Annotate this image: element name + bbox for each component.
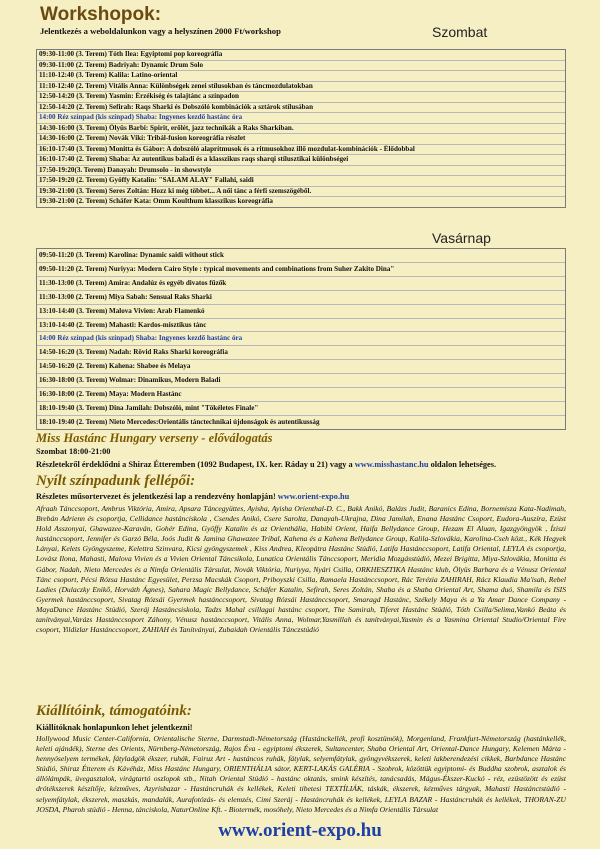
contest-title: Miss Hastánc Hungary verseny - előválogatás [36,431,273,445]
schedule-row: 14:50-16:20 (3. Terem) Nadah: Rövid Raks Sharki koreográfia [37,346,565,360]
saturday-label: Szombat [432,24,488,40]
workshops-subtitle: Jelentkezés a weboldalunkon vagy a helyszínen 2000 Ft/workshop [40,26,281,36]
schedule-row: 09:30-11:00 (3. Terem) Tóth Ilea: Egyiptomi pop koreográfia [37,50,565,61]
saturday-schedule-table [36,49,566,208]
open-stage-intro-text: Részletes műsortervezet és jelentkezési lap a rendezvény honlapján! [36,492,278,501]
schedule-row: 19:30-21:00 (2. Terem) Schäfer Kata: Omm Koulthum klasszikus koreográfia [39,197,273,205]
schedule-row: 17:50-19:20(3. Terem) Danayah: Drumsolo - in showstyle [37,166,565,177]
schedule-row: 14:00 Réz színpad (kis színpad) Shaba: Ingyenes kezdő hastánc óra [37,332,565,346]
schedule-row: 11:10-12:40 (2. Terem) Vitális Anna: Különbségek zenei stílusokban és táncmozdulatokban [37,82,565,93]
footer-url[interactable]: www.orient-expo.hu [218,820,382,841]
orient-expo-link[interactable]: www.orient-expo.hu [277,492,350,501]
schedule-row: 09:30-11:00 (2. Terem) Badriyah: Dynamic Drum Solo [37,61,565,72]
schedule-row: 18:10-19:40 (2. Terem) Nieto Mercedes:Orientális tánctechnikai újdonságok és autentikusság [39,417,320,426]
schedule-row: 12:50-14:20 (2. Terem) Sefirah: Raqs Sharki és Dobszóló kombinációk a sztárok stílusában [37,103,565,114]
schedule-row: 14:30-16:00 (3. Terem) Ölyüs Barbi: Spirit, erőlét, jazz technikák a Raks Sharkiban. [37,124,565,135]
schedule-row: 11:30-13:00 (2. Terem) Miya Sabah: Sensual Raks Sharki [37,291,565,305]
schedule-row: 12:50-14:20 (3. Terem) Yasmin: Érzékiség és talajtánc a színpadon [37,92,565,103]
schedule-row: 09:50-11:20 (2. Terem) Nuriyya: Modern Cairo Style : typical movements and combinations from Suher Zakito Dina" [37,263,565,277]
open-stage-title: Nyílt színpadunk fellépői: [36,473,196,489]
schedule-row: 13:10-14:40 (2. Terem) Mahasti: Kardos-misztikus tánc [37,319,565,333]
schedule-row: 16:30-18:00 (3. Terem) Wolmar: Dinamikus, Modern Baladi [37,374,565,388]
sunday-schedule-table [36,248,566,430]
contest-info-text: Részletekről érdeklődni a Shiraz Étteremben (1092 Budapest, IX. ker. Ráday u 21) vagy a [36,460,355,469]
open-stage-intro [36,492,566,501]
schedule-row: 16:10-17:40 (3. Terem) Monitta és Gábor: A dobszóló alaprítmusok és a ritmusokhoz illő mozdulat-kombinációk - Élődobbal [37,145,565,156]
schedule-row: 16:10-17:40 (2. Terem) Shaba: Az autentikus baladi és a klasszikus raqs sharqi stílusztikai különbségei [37,155,565,166]
schedule-row: 14:00 Réz színpad (kis színpad) Shaba: Ingyenes kezdő hastánc óra [37,113,565,124]
schedule-row: 09:50-11:20 (3. Terem) Karolina: Dynamic saidi without stick [37,249,565,263]
exhibitors-intro: Kiállítóknak honlapunkon lehet jelentkezni! [36,723,193,732]
schedule-row: 18:10-19:40 (3. Terem) Dina Jamilah: Dobszóló, mint "Tökéletes Finale" [37,402,565,416]
schedule-row: 14:30-16:00 (2. Terem) Novák Vikí: Tribál-fusion koreográfia részlet [37,134,565,145]
workshops-title: Workshopok: [40,4,162,25]
misshastanc-link[interactable]: www.misshastanc.hu [354,460,429,469]
exhibitors-list: Hollywood Music Center-California, Orientalische Sterne, Darmstadt-Németország (Hastánckellék, profi kosztümök), Morgenland, Frankfurt-Németország (hastánkellék, keleti ajándék), Sterne des Orients, Nürnberg-Németország, Rajos Éva - egyiptomi ékszerek, Sultancenter, Shaba Oriental Art, Oriental-Dance Hungary, Kelemen Márta - hennyóselyem termékek, fátyladgök ékszer, ruhák, Fairuz Art - hastáncos ruhák, fátylak, selyemfátylak, gyöngyvékszerek, keleti lakberendezési cikkek, Barbdance Hastánc Stúdió, Shiraz Étterem és Kávéház, Miss Hastánc Hungary, ORIENTHÁLIA sátor, KERT-LAKÁS GALÉRIA - Szobrok, közöttük egyiptomi- és Buddha szobrok, asztalok és állólámpák, üvegasztalok, virágtartó oszlopok stb., Nitah Oriental Stúdió - hastánc oktatás, smink készítés, tanácsadás, Mágus-Ékszer-Kuckó - réz, ezüstözött és ezüst drótékszerek készítője, kézműves, Azyrisbazar - Hastáncruhák és kellékek, Keleti tibetesi TEXTÍLIÁK, táskák, ékszerek, kézműves tárgyak, Mahasti Hastánctstúdió - selyemfátylak, ékszerek, maszkás, mandalák, Aurafotózás- és elemzés, Cimi Szeráj - Hastáncruhák és kellékek, LEYLA BAZAR - Hastáncruhák és kellékek, THORAN-ZU JOSDA, Pharoh stúdió - Henna, tánciskola, NaturOnline Kft. - Biotermék, mosóhely, Nieto Mercedes és a Nimfa Orientális Társulat [36,734,566,814]
schedule-row: 17:50-19:20 (2. Terem) Gyöffy Katalin: "SALAM ALAY" Fallahi, saidi [37,176,565,187]
schedule-row: 11:30-13:00 (3. Terem) Amira: Andalúz és egyéb divatos fűzők [37,277,565,291]
exhibitors-title: Kiállítóink, támogatóink: [36,703,192,719]
contest-info-suffix: oldalon lehetséges. [428,460,497,469]
sunday-label: Vasárnap [432,230,491,246]
schedule-row: 13:10-14:40 (3. Terem) Malova Vivien: Arab Flamenkó [37,305,565,319]
schedule-row: 14:50-16:20 (2. Terem) Kahena: Shabee és Melaya [37,360,565,374]
performers-list: Afraah Tánccsoport, Ambrus Viktória, Amira, Apsara Táncegyüttes, Ayisha, Ayisha Orienthal-D. C., Bakk Anikó, Balázs Judit, Baranics Edina, Bornemisza Kata-Nadimah, Brebán Adrienn és csoportja, Cellidance hastánciskola , Csendes Anikó, Csere Sarolta, Danayah-Ukrajna, Dina Jamilah, Enana Hastánc Csoport, Eudora-Auszíra, Ezüst Hold Asszonyai, Ghawazee-Karaván, Gohér Edina, Gyöffy Katalin és az Orienthália, Habibi Orient, Haifa Bellydance Group, Hezam El Aluan, Igazgyöngyök , Íziszi hastánccsoport, Jennifer és Garzó Béla, Joós Judit & Jamina Ghawazee Tribal, Kahena és a Kahena Bellydance Group, Kalila-Szlovákia, Karolina-Cseh közt., Kék Hegyek Lányai, Kelets Gyöngyszeme, Kelettra Szinvara, Kicsi gyöngyszemek , Kiss Andrea, Kleopátra Hastánc Stúdió, Latifa Hastánccsoport, Latifa Oriental, LEYLA és csoportja, Lovász Ilona, Mahasti, Malova Vivien és a Vivien Oriental Táncsikola, Lunatica Orientális Tánccsoport, Meridia Mozgásstúdió, Mezei Brigitta, Miya-Szlovákia, Monitta és Gábor, Nadah, Nieto Mercedes és a Nimfa Orientális Társulat, Novák Viktória, Nuriyya, Nyári Csilla, ORKHESZTIKA Hastánc klub, Ölyüs Barbara és a Vénusz Oriental Tánc csoport, Pécsi Rózsa Hastánc Egyesület, Perzsa Macskák Csoport, Priboyszki Csilla, Ramaela Hastánccsoport, Rác Terézia ZAHIRAH, Rácz Klaudia Ma'isah, Rebel Ladies (Dulaczky Enikő, Horváth Ágnes), Sahara Magic Bellydance, Schäfer Katalin, Sefirah, Seres Zoltán, Shaba és a Shaba Oriental Art, Shama duó, Shamila és ISIS Gyermek hastánccsoport, Sivatag Rózsái Gyermek hastánccsoport, Sivatag Rózsái Hastánccsoport, Smaragd Hastánc, Székely Maya és a Ya Amar Dance Company - MayaDance Hastánc Stúdió, Szeráj Hastáncsiskola, Tadzs Mahal csillagai hastánc csoport, The Samirah, Tiferet Hastánc Stúdió, Tóth Csilla/Selima,Vankó Beáta és tanítványai,Varázs Hastánccsoport Záhony, Vénusz hastánccsoport, Vitális Anna, Wolmar,Yasmillah és tanítványai,Yasmin és a Yasmina Oriental Studio/Oriental Fire csoport, Yildizlar Hastánccsoport, ZAHIAH és Tanítványai, Zubaidah Orientális Tánczstúdió [36,504,566,635]
schedule-row: 16:30-18:00 (2. Terem) Maya: Modern Hastánc [37,388,565,402]
schedule-row: 11:10-12:40 (3. Terem) Kalila: Latino-oriental [37,71,565,82]
contest-info [36,460,566,469]
schedule-row: 19:30-21:00 (3. Terem) Seres Zoltán: Hozz ki még többet... A női tánc a férfi szemszögéből. [37,187,565,198]
contest-time: Szombat 18:00-21:00 [36,447,111,456]
